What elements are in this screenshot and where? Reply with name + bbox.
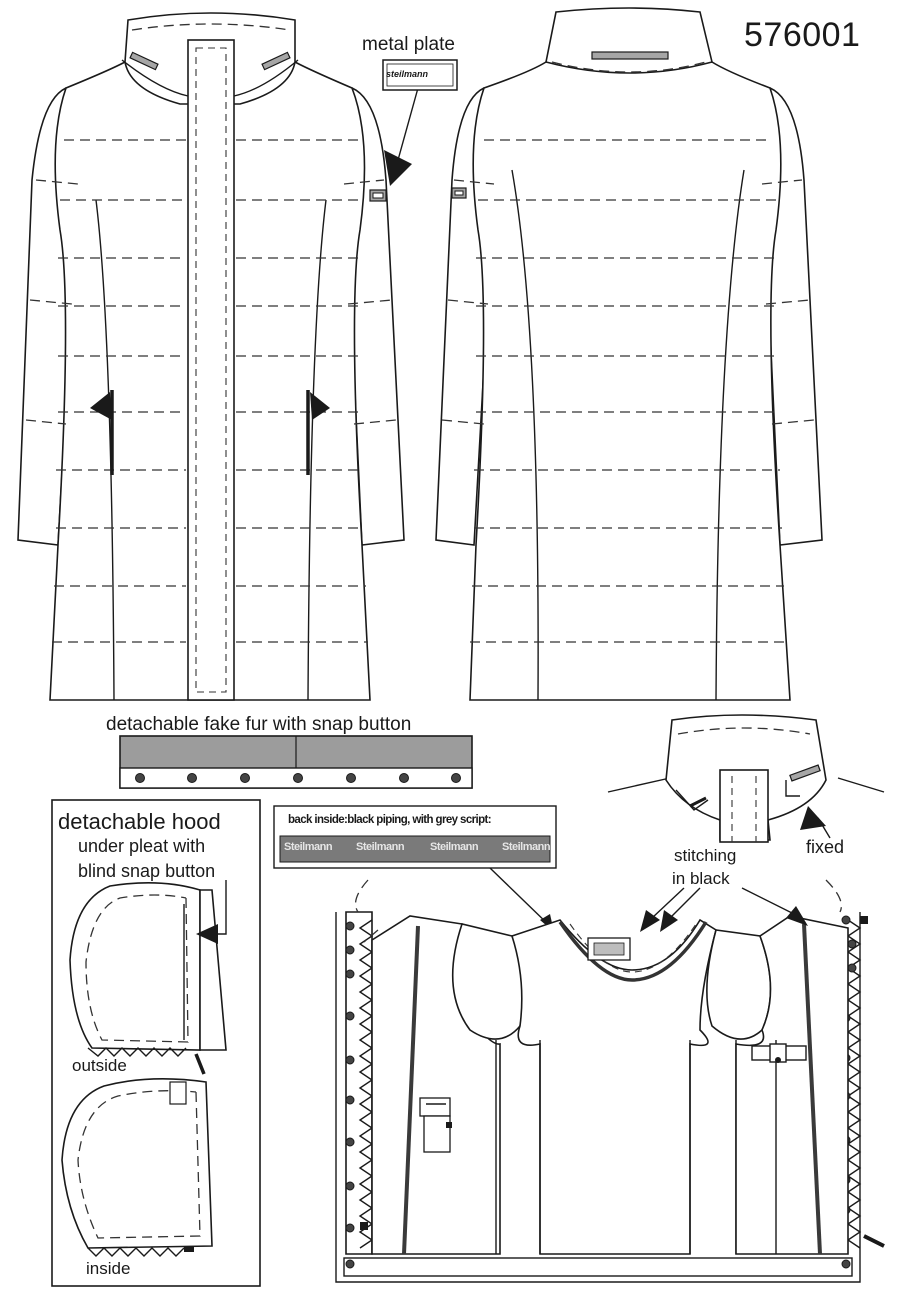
metal-plate-label: metal plate (362, 34, 455, 55)
stitching-label-line2: in black (672, 869, 730, 888)
inside-label: inside (86, 1259, 131, 1278)
script-word: Steilmann (356, 841, 405, 853)
fake-fur-strip (120, 736, 472, 788)
front-coat-view (18, 13, 418, 700)
collar-detail (608, 715, 884, 842)
style-number: 576001 (744, 16, 861, 54)
hood-subtitle-line2: blind snap button (78, 861, 216, 881)
fixed-label: fixed (806, 837, 845, 857)
fake-fur-label: detachable fake fur with snap button (106, 714, 412, 735)
hood-subtitle-line1: under pleat with (78, 836, 206, 856)
back-coat-view (436, 8, 822, 700)
script-word: Steilmann (430, 841, 479, 853)
back-inside-label: back inside:black piping, with grey script: (288, 814, 491, 826)
stitching-label-line1: stitching (674, 846, 737, 865)
outside-label: outside (72, 1056, 127, 1075)
script-word: Steilmann (502, 841, 551, 853)
metal-plate-logo: steilmann (386, 69, 429, 79)
interior-lining-view (336, 880, 884, 1282)
script-word: Steilmann (284, 841, 333, 853)
hood-title: detachable hood (58, 809, 221, 834)
